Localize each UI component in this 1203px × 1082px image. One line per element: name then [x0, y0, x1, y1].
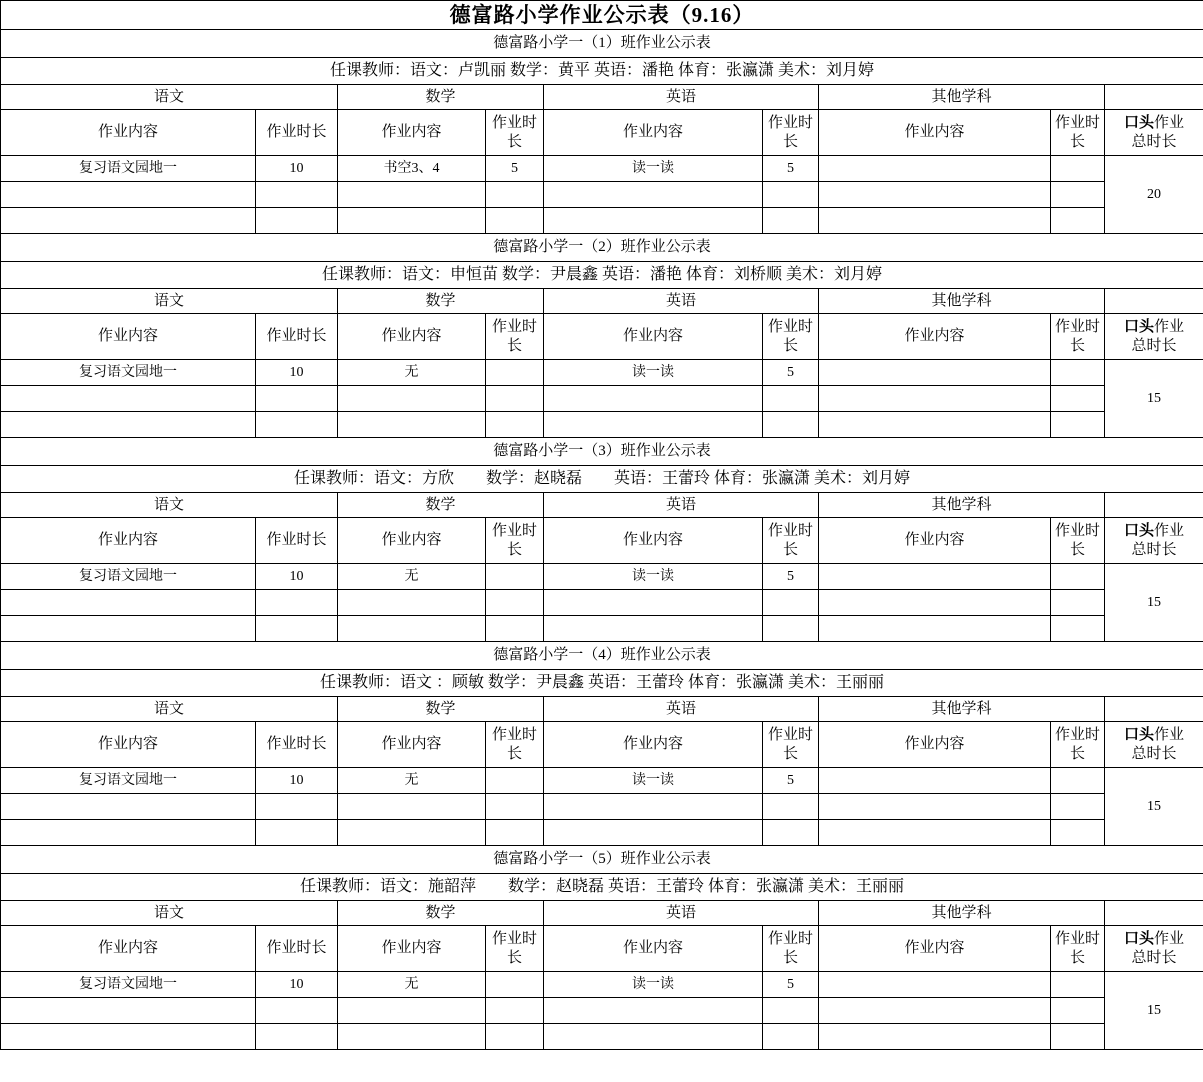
- subject-header-corner: [1105, 493, 1203, 518]
- chinese-content-cell: [1, 208, 256, 234]
- section-title: 德富路小学一（4）班作业公示表: [1, 642, 1203, 670]
- other-duration-cell: [1051, 208, 1105, 234]
- subject-header-chinese: 语文: [1, 901, 338, 926]
- math-content-cell: [338, 386, 486, 412]
- chinese-duration-cell: [256, 794, 338, 820]
- english-content-cell: [544, 412, 763, 438]
- english-content-cell: [544, 794, 763, 820]
- math-duration-cell: [486, 972, 544, 998]
- section-teachers-row: [1, 262, 1203, 289]
- content-header-other: 作业内容: [819, 722, 1051, 768]
- subject-header-corner: [1105, 697, 1203, 722]
- section-teachers-row: [1, 874, 1203, 901]
- oral-header-rest-part: 作业: [1154, 930, 1185, 947]
- chinese-duration-cell: 10: [256, 156, 338, 182]
- table-row: [1, 794, 1203, 820]
- english-content-cell: [544, 182, 763, 208]
- section-teachers-row: [1, 466, 1203, 493]
- section-title-row: [1, 234, 1203, 262]
- math-content-cell: [338, 182, 486, 208]
- other-content-cell: [819, 590, 1051, 616]
- other-content-cell: [819, 182, 1051, 208]
- other-duration-cell: [1051, 794, 1105, 820]
- duration-header-chinese: 作业时长: [256, 314, 338, 360]
- subject-header-corner: [1105, 901, 1203, 926]
- chinese-content-cell: 复习语文园地一: [1, 156, 256, 182]
- chinese-content-cell: 复习语文园地一: [1, 972, 256, 998]
- table-row: [1, 820, 1203, 846]
- subject-header-row: [1, 493, 1203, 518]
- subject-header-math: 数学: [338, 289, 544, 314]
- table-row: [1, 564, 1203, 590]
- chinese-duration-cell: [256, 386, 338, 412]
- math-duration-cell: [486, 1024, 544, 1050]
- duration-header-chinese: 作业时长: [256, 722, 338, 768]
- duration-header-math: 作业时长: [486, 926, 544, 972]
- math-content-cell: [338, 616, 486, 642]
- chinese-duration-cell: 10: [256, 564, 338, 590]
- section-title-row: [1, 30, 1203, 58]
- subject-header-chinese: 语文: [1, 85, 338, 110]
- oral-header-bold-part: 口头: [1124, 930, 1155, 947]
- english-content-cell: [544, 998, 763, 1024]
- subject-header-other: 其他学科: [819, 697, 1105, 722]
- subject-header-chinese: 语文: [1, 697, 338, 722]
- table-row: [1, 590, 1203, 616]
- other-duration-cell: [1051, 386, 1105, 412]
- other-content-cell: [819, 768, 1051, 794]
- subject-header-other: 其他学科: [819, 901, 1105, 926]
- section-teachers: 任课教师：语文：申恒苗 数学：尹晨鑫 英语：潘艳 体育：刘桥顺 美术：刘月婷: [1, 262, 1203, 289]
- other-duration-cell: [1051, 1024, 1105, 1050]
- oral-total-header: [1105, 314, 1203, 360]
- chinese-content-cell: [1, 1024, 256, 1050]
- title-row: [1, 1, 1203, 30]
- english-duration-cell: [763, 412, 819, 438]
- content-header-english: 作业内容: [544, 926, 763, 972]
- math-content-cell: 无: [338, 564, 486, 590]
- math-duration-cell: [486, 564, 544, 590]
- column-header-row: [1, 314, 1203, 360]
- other-content-cell: [819, 616, 1051, 642]
- oral-header-rest-part: 作业: [1154, 114, 1185, 131]
- english-content-cell: [544, 590, 763, 616]
- math-duration-cell: [486, 768, 544, 794]
- math-content-cell: [338, 590, 486, 616]
- math-content-cell: [338, 412, 486, 438]
- chinese-content-cell: 复习语文园地一: [1, 360, 256, 386]
- math-duration-cell: [486, 820, 544, 846]
- oral-header-rest-part: 作业: [1154, 726, 1185, 743]
- content-header-other: 作业内容: [819, 926, 1051, 972]
- other-duration-cell: [1051, 768, 1105, 794]
- chinese-content-cell: [1, 412, 256, 438]
- content-header-english: 作业内容: [544, 110, 763, 156]
- content-header-english: 作业内容: [544, 518, 763, 564]
- other-duration-cell: [1051, 156, 1105, 182]
- duration-header-english: 作业时长: [763, 518, 819, 564]
- duration-header-chinese: 作业时长: [256, 110, 338, 156]
- chinese-content-cell: [1, 794, 256, 820]
- subject-header-english: 英语: [544, 85, 819, 110]
- duration-header-other: 作业时长: [1051, 518, 1105, 564]
- math-content-cell: 无: [338, 360, 486, 386]
- math-duration-cell: [486, 182, 544, 208]
- duration-header-other: 作业时长: [1051, 722, 1105, 768]
- table-row: [1, 972, 1203, 998]
- content-header-english: 作业内容: [544, 722, 763, 768]
- oral-header-line2: 总时长: [1131, 133, 1177, 150]
- other-duration-cell: [1051, 564, 1105, 590]
- duration-header-other: 作业时长: [1051, 110, 1105, 156]
- duration-header-chinese: 作业时长: [256, 518, 338, 564]
- other-duration-cell: [1051, 972, 1105, 998]
- duration-header-english: 作业时长: [763, 722, 819, 768]
- section-title: 德富路小学一（3）班作业公示表: [1, 438, 1203, 466]
- oral-total-value: 20: [1105, 156, 1203, 234]
- english-duration-cell: 5: [763, 972, 819, 998]
- oral-header-line2: 总时长: [1131, 745, 1177, 762]
- math-content-cell: [338, 1024, 486, 1050]
- content-header-math: 作业内容: [338, 314, 486, 360]
- table-row: [1, 768, 1203, 794]
- section-teachers: 任课教师：语文：施韶萍 数学：赵晓磊 英语：王蕾玲 体育：张瀛潇 美术：王丽丽: [1, 874, 1203, 901]
- column-header-row: [1, 722, 1203, 768]
- table-row: [1, 616, 1203, 642]
- chinese-duration-cell: 10: [256, 360, 338, 386]
- subject-header-english: 英语: [544, 697, 819, 722]
- other-content-cell: [819, 972, 1051, 998]
- math-content-cell: [338, 998, 486, 1024]
- other-duration-cell: [1051, 998, 1105, 1024]
- english-content-cell: 读一读: [544, 972, 763, 998]
- content-header-math: 作业内容: [338, 518, 486, 564]
- subject-header-row: [1, 85, 1203, 110]
- chinese-duration-cell: [256, 1024, 338, 1050]
- oral-header-bold-part: 口头: [1124, 726, 1155, 743]
- subject-header-chinese: 语文: [1, 289, 338, 314]
- content-header-other: 作业内容: [819, 314, 1051, 360]
- math-content-cell: 无: [338, 768, 486, 794]
- oral-header-bold-part: 口头: [1124, 318, 1155, 335]
- content-header-chinese: 作业内容: [1, 518, 256, 564]
- duration-header-chinese: 作业时长: [256, 926, 338, 972]
- chinese-duration-cell: [256, 208, 338, 234]
- english-duration-cell: 5: [763, 156, 819, 182]
- chinese-content-cell: 复习语文园地一: [1, 768, 256, 794]
- chinese-content-cell: [1, 182, 256, 208]
- math-content-cell: 无: [338, 972, 486, 998]
- math-duration-cell: [486, 794, 544, 820]
- other-content-cell: [819, 156, 1051, 182]
- math-duration-cell: [486, 412, 544, 438]
- subject-header-other: 其他学科: [819, 493, 1105, 518]
- english-content-cell: 读一读: [544, 156, 763, 182]
- section-title: 德富路小学一（5）班作业公示表: [1, 846, 1203, 874]
- section-teachers: 任课教师：语文 ：顾敏 数学：尹晨鑫 英语：王蕾玲 体育：张瀛潇 美术：王丽丽: [1, 670, 1203, 697]
- chinese-duration-cell: [256, 820, 338, 846]
- subject-header-english: 英语: [544, 901, 819, 926]
- english-content-cell: [544, 1024, 763, 1050]
- section-teachers-row: [1, 58, 1203, 85]
- math-duration-cell: [486, 998, 544, 1024]
- content-header-math: 作业内容: [338, 926, 486, 972]
- other-content-cell: [819, 208, 1051, 234]
- other-content-cell: [819, 564, 1051, 590]
- content-header-chinese: 作业内容: [1, 722, 256, 768]
- chinese-duration-cell: [256, 590, 338, 616]
- section-teachers: 任课教师：语文：卢凯丽 数学：黄平 英语：潘艳 体育：张瀛潇 美术：刘月婷: [1, 58, 1203, 85]
- math-duration-cell: [486, 616, 544, 642]
- duration-header-other: 作业时长: [1051, 926, 1105, 972]
- oral-header-rest-part: 作业: [1154, 318, 1185, 335]
- subject-header-row: [1, 697, 1203, 722]
- chinese-duration-cell: [256, 998, 338, 1024]
- math-content-cell: [338, 794, 486, 820]
- section-title-row: [1, 846, 1203, 874]
- english-duration-cell: [763, 590, 819, 616]
- other-content-cell: [819, 412, 1051, 438]
- duration-header-math: 作业时长: [486, 110, 544, 156]
- english-duration-cell: 5: [763, 768, 819, 794]
- other-content-cell: [819, 820, 1051, 846]
- oral-header-bold-part: 口头: [1124, 522, 1155, 539]
- duration-header-other: 作业时长: [1051, 314, 1105, 360]
- other-content-cell: [819, 360, 1051, 386]
- english-content-cell: 读一读: [544, 564, 763, 590]
- subject-header-row: [1, 901, 1203, 926]
- section-title-row: [1, 642, 1203, 670]
- chinese-content-cell: [1, 820, 256, 846]
- section-teachers-row: [1, 670, 1203, 697]
- content-header-chinese: 作业内容: [1, 926, 256, 972]
- oral-total-header: [1105, 110, 1203, 156]
- english-content-cell: [544, 386, 763, 412]
- chinese-duration-cell: [256, 616, 338, 642]
- content-header-math: 作业内容: [338, 110, 486, 156]
- oral-total-header: [1105, 926, 1203, 972]
- oral-total-header: [1105, 518, 1203, 564]
- subject-header-math: 数学: [338, 697, 544, 722]
- math-duration-cell: 5: [486, 156, 544, 182]
- english-content-cell: 读一读: [544, 360, 763, 386]
- other-duration-cell: [1051, 590, 1105, 616]
- english-content-cell: [544, 208, 763, 234]
- chinese-duration-cell: 10: [256, 768, 338, 794]
- duration-header-english: 作业时长: [763, 110, 819, 156]
- english-content-cell: [544, 820, 763, 846]
- content-header-chinese: 作业内容: [1, 110, 256, 156]
- oral-header-line2: 总时长: [1131, 949, 1177, 966]
- other-content-cell: [819, 1024, 1051, 1050]
- chinese-duration-cell: 10: [256, 972, 338, 998]
- content-header-english: 作业内容: [544, 314, 763, 360]
- column-header-row: [1, 518, 1203, 564]
- section-title-row: [1, 438, 1203, 466]
- english-duration-cell: [763, 794, 819, 820]
- oral-header-line2: 总时长: [1131, 541, 1177, 558]
- other-duration-cell: [1051, 616, 1105, 642]
- table-row: [1, 360, 1203, 386]
- duration-header-english: 作业时长: [763, 926, 819, 972]
- other-content-cell: [819, 998, 1051, 1024]
- duration-header-math: 作业时长: [486, 518, 544, 564]
- math-duration-cell: [486, 590, 544, 616]
- subject-header-math: 数学: [338, 901, 544, 926]
- english-duration-cell: [763, 1024, 819, 1050]
- oral-header-line2: 总时长: [1131, 337, 1177, 354]
- english-content-cell: 读一读: [544, 768, 763, 794]
- math-content-cell: 书空3、4: [338, 156, 486, 182]
- math-content-cell: [338, 208, 486, 234]
- english-duration-cell: [763, 998, 819, 1024]
- subject-header-corner: [1105, 85, 1203, 110]
- english-duration-cell: [763, 616, 819, 642]
- duration-header-english: 作业时长: [763, 314, 819, 360]
- subject-header-corner: [1105, 289, 1203, 314]
- english-duration-cell: [763, 386, 819, 412]
- english-content-cell: [544, 616, 763, 642]
- content-header-math: 作业内容: [338, 722, 486, 768]
- content-header-other: 作业内容: [819, 110, 1051, 156]
- chinese-content-cell: [1, 590, 256, 616]
- english-duration-cell: [763, 820, 819, 846]
- table-row: [1, 998, 1203, 1024]
- other-content-cell: [819, 386, 1051, 412]
- chinese-content-cell: [1, 386, 256, 412]
- subject-header-other: 其他学科: [819, 289, 1105, 314]
- oral-total-value: 15: [1105, 768, 1203, 846]
- table-row: [1, 1024, 1203, 1050]
- chinese-content-cell: 复习语文园地一: [1, 564, 256, 590]
- content-header-chinese: 作业内容: [1, 314, 256, 360]
- table-row: [1, 412, 1203, 438]
- subject-header-row: [1, 289, 1203, 314]
- table-row: [1, 208, 1203, 234]
- subject-header-math: 数学: [338, 493, 544, 518]
- page-title: 德富路小学作业公示表（9.16）: [1, 1, 1203, 30]
- oral-total-value: 15: [1105, 360, 1203, 438]
- other-content-cell: [819, 794, 1051, 820]
- column-header-row: [1, 110, 1203, 156]
- english-duration-cell: 5: [763, 564, 819, 590]
- content-header-other: 作业内容: [819, 518, 1051, 564]
- math-duration-cell: [486, 360, 544, 386]
- chinese-duration-cell: [256, 412, 338, 438]
- section-title: 德富路小学一（2）班作业公示表: [1, 234, 1203, 262]
- oral-total-value: 15: [1105, 564, 1203, 642]
- subject-header-chinese: 语文: [1, 493, 338, 518]
- duration-header-math: 作业时长: [486, 722, 544, 768]
- section-title: 德富路小学一（1）班作业公示表: [1, 30, 1203, 58]
- section-teachers: 任课教师：语文：方欣 数学：赵晓磊 英语：王蕾玲 体育：张瀛潇 美术：刘月婷: [1, 466, 1203, 493]
- oral-header-rest-part: 作业: [1154, 522, 1185, 539]
- table-row: [1, 156, 1203, 182]
- other-duration-cell: [1051, 360, 1105, 386]
- subject-header-english: 英语: [544, 493, 819, 518]
- other-duration-cell: [1051, 412, 1105, 438]
- other-duration-cell: [1051, 182, 1105, 208]
- oral-header-bold-part: 口头: [1124, 114, 1155, 131]
- math-duration-cell: [486, 386, 544, 412]
- chinese-duration-cell: [256, 182, 338, 208]
- oral-total-header: [1105, 722, 1203, 768]
- math-content-cell: [338, 820, 486, 846]
- column-header-row: [1, 926, 1203, 972]
- oral-total-value: 15: [1105, 972, 1203, 1050]
- chinese-content-cell: [1, 998, 256, 1024]
- math-duration-cell: [486, 208, 544, 234]
- subject-header-other: 其他学科: [819, 85, 1105, 110]
- english-duration-cell: [763, 208, 819, 234]
- english-duration-cell: 5: [763, 360, 819, 386]
- subject-header-math: 数学: [338, 85, 544, 110]
- chinese-content-cell: [1, 616, 256, 642]
- english-duration-cell: [763, 182, 819, 208]
- subject-header-english: 英语: [544, 289, 819, 314]
- other-duration-cell: [1051, 820, 1105, 846]
- duration-header-math: 作业时长: [486, 314, 544, 360]
- table-row: [1, 182, 1203, 208]
- table-row: [1, 386, 1203, 412]
